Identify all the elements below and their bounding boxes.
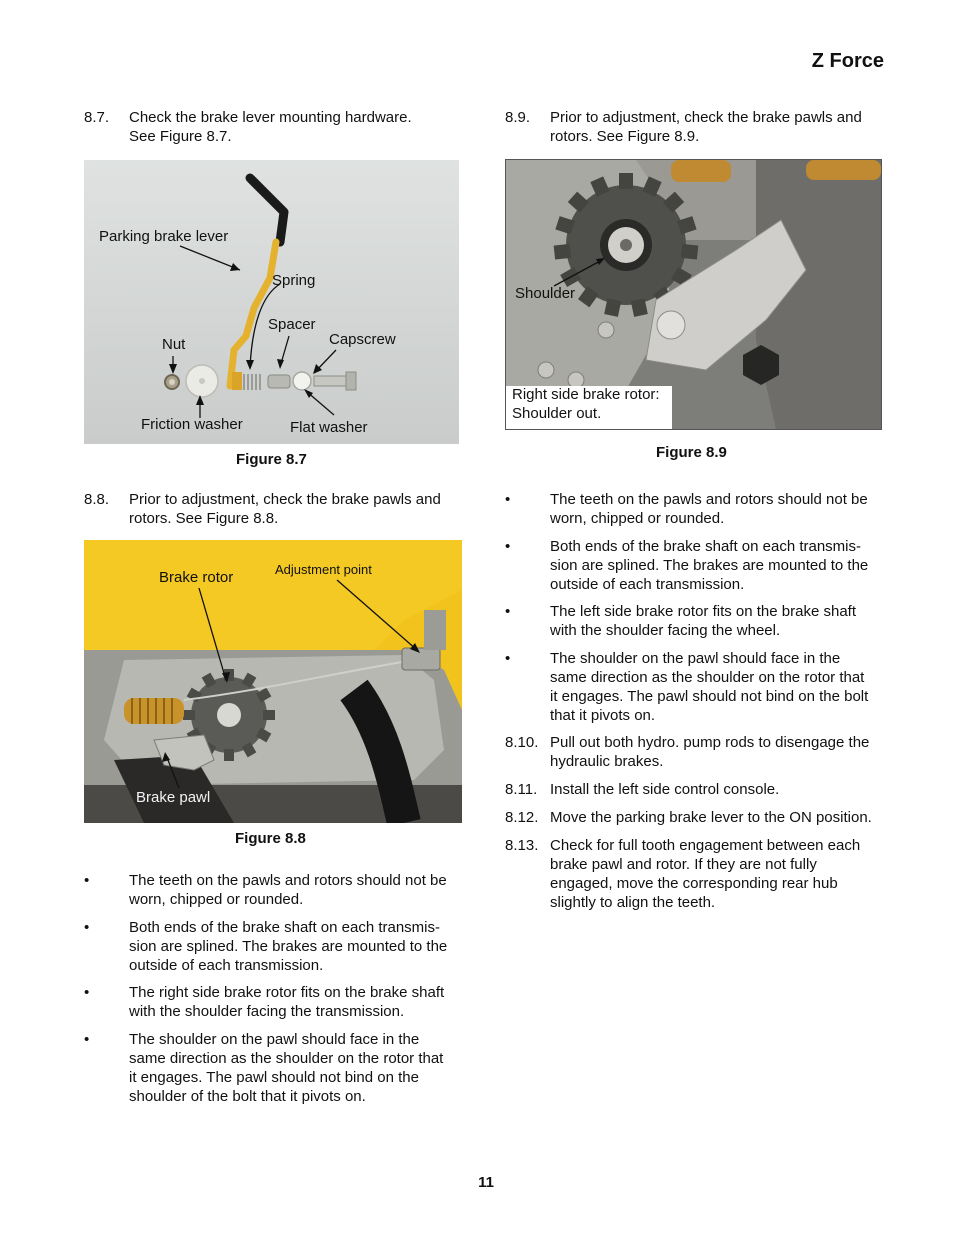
step-number: 8.12. [505, 809, 539, 826]
step-text-line: slightly to align the teeth. [550, 894, 716, 911]
step-number: 8.9. [505, 109, 531, 126]
bullet-text-line: that it pivots on. [550, 707, 656, 724]
figure-8-7-illustration [84, 160, 459, 444]
figure-8-7-photo [84, 160, 459, 444]
bullet-text-line: The left side brake rotor fits on the brake shaft [550, 603, 856, 620]
bullet-symbol: • [505, 491, 511, 508]
bullet-text-line: outside of each transmission. [550, 576, 745, 593]
step-8-8 [84, 490, 464, 530]
step-number: 8.10. [505, 734, 539, 751]
bullet-symbol: • [84, 919, 90, 936]
bullet-symbol: • [505, 538, 511, 555]
figure-8-9-photo [505, 159, 882, 430]
page-number: 11 [478, 1174, 494, 1191]
bullet-symbol: • [505, 650, 511, 667]
figure-8-7-caption: Figure 8.7 [236, 451, 307, 468]
step-number: 8.7. [84, 109, 110, 126]
figure-8-9-caption: Figure 8.9 [656, 444, 727, 461]
label-parking-brake-lever: Parking brake lever [99, 228, 229, 245]
label-brake-rotor: Brake rotor [159, 569, 234, 586]
step-text-line: Check for full tooth engagement between each [550, 837, 861, 854]
label-friction-washer: Friction washer [141, 416, 243, 433]
bullet-text-line: sion are splined. The brakes are mounted to the [550, 557, 869, 574]
bullet-text-line: Both ends of the brake shaft on each transmis- [550, 538, 862, 555]
page-header-title: Z Force [811, 50, 884, 72]
bullet-text-line: worn, chipped or rounded. [129, 891, 304, 908]
label-flat-washer: Flat washer [290, 419, 368, 436]
step-8-7 [84, 108, 464, 148]
bullet-text-line: outside of each transmission. [129, 957, 324, 974]
step-number: 8.8. [84, 491, 110, 508]
step-8-11 [505, 780, 890, 800]
bullet-text-line: shoulder of the bolt that it pivots on. [129, 1088, 366, 1105]
bullet-symbol: • [84, 872, 90, 889]
step-8-9 [505, 108, 890, 148]
step-text-line: Install the left side control console. [550, 781, 780, 798]
label-rotor-note-line2: Shoulder out. [512, 405, 602, 422]
list-item [505, 649, 890, 729]
bullet-text-line: The teeth on the pawls and rotors should not be [550, 491, 868, 508]
bullet-text-line: Both ends of the brake shaft on each transmis- [129, 919, 441, 936]
step-text-line: Move the parking brake lever to the ON position. [550, 809, 872, 826]
list-item [505, 490, 890, 530]
bullet-text-line: it engages. The pawl should not bind on the bolt [550, 688, 869, 705]
bullet-text-line: with the shoulder facing the transmission. [129, 1003, 405, 1020]
label-brake-pawl: Brake pawl [136, 789, 211, 806]
bullet-text-line: The teeth on the pawls and rotors should not be [129, 872, 447, 889]
bullet-symbol: • [505, 603, 511, 620]
list-item [505, 537, 890, 597]
bullet-text-line: The shoulder on the pawl should face in the [550, 650, 841, 667]
bullet-text-line: with the shoulder facing the wheel. [550, 622, 781, 639]
list-item [84, 871, 464, 911]
step-8-10 [505, 733, 890, 773]
label-shoulder: Shoulder [515, 285, 576, 302]
step-number: 8.13. [505, 837, 539, 854]
list-item [84, 918, 464, 978]
label-adjustment-point: Adjustment point [275, 562, 372, 577]
label-nut: Nut [162, 336, 186, 353]
step-text-line: brake pawl and rotor. If they are not fully [550, 856, 817, 873]
bullet-text-line: it engages. The pawl should not bind on the [129, 1069, 419, 1086]
label-rotor-note-line1: Right side brake rotor: [512, 386, 660, 403]
step-text-line: rotors. See Figure 8.9. [550, 128, 700, 145]
step-text-line: Pull out both hydro. pump rods to disengage the [550, 734, 870, 751]
step-text-line: rotors. See Figure 8.8. [129, 510, 279, 527]
bullet-text-line: sion are splined. The brakes are mounted to the [129, 938, 448, 955]
bullet-text-line: same direction as the shoulder on the rotor that [129, 1050, 444, 1067]
step-text-line: See Figure 8.7. [129, 128, 232, 145]
figure-8-8-illustration [84, 540, 462, 823]
step-number: 8.11. [505, 781, 538, 798]
bullet-text-line: The shoulder on the pawl should face in the [129, 1031, 420, 1048]
step-text-line: engaged, move the corresponding rear hub [550, 875, 838, 892]
step-text-line: Check the brake lever mounting hardware. [129, 109, 412, 126]
list-item [84, 1030, 464, 1110]
list-item [84, 983, 464, 1023]
step-8-12 [505, 808, 890, 828]
bullet-text-line: The right side brake rotor fits on the brake shaft [129, 984, 445, 1001]
bullet-symbol: • [84, 984, 90, 1001]
bullet-text-line: worn, chipped or rounded. [550, 510, 725, 527]
step-8-13 [505, 836, 890, 916]
bullet-symbol: • [84, 1031, 90, 1048]
step-text-line: Prior to adjustment, check the brake pawls and [129, 491, 441, 508]
figure-8-8-caption: Figure 8.8 [235, 830, 306, 847]
bullet-text-line: same direction as the shoulder on the rotor that [550, 669, 865, 686]
step-text-line: Prior to adjustment, check the brake pawls and [550, 109, 862, 126]
figure-8-8-photo [84, 540, 462, 823]
label-spring: Spring [272, 272, 316, 289]
step-text-line: hydraulic brakes. [550, 753, 664, 770]
list-item [505, 602, 890, 642]
label-spacer: Spacer [268, 316, 316, 333]
label-capscrew: Capscrew [329, 331, 396, 348]
